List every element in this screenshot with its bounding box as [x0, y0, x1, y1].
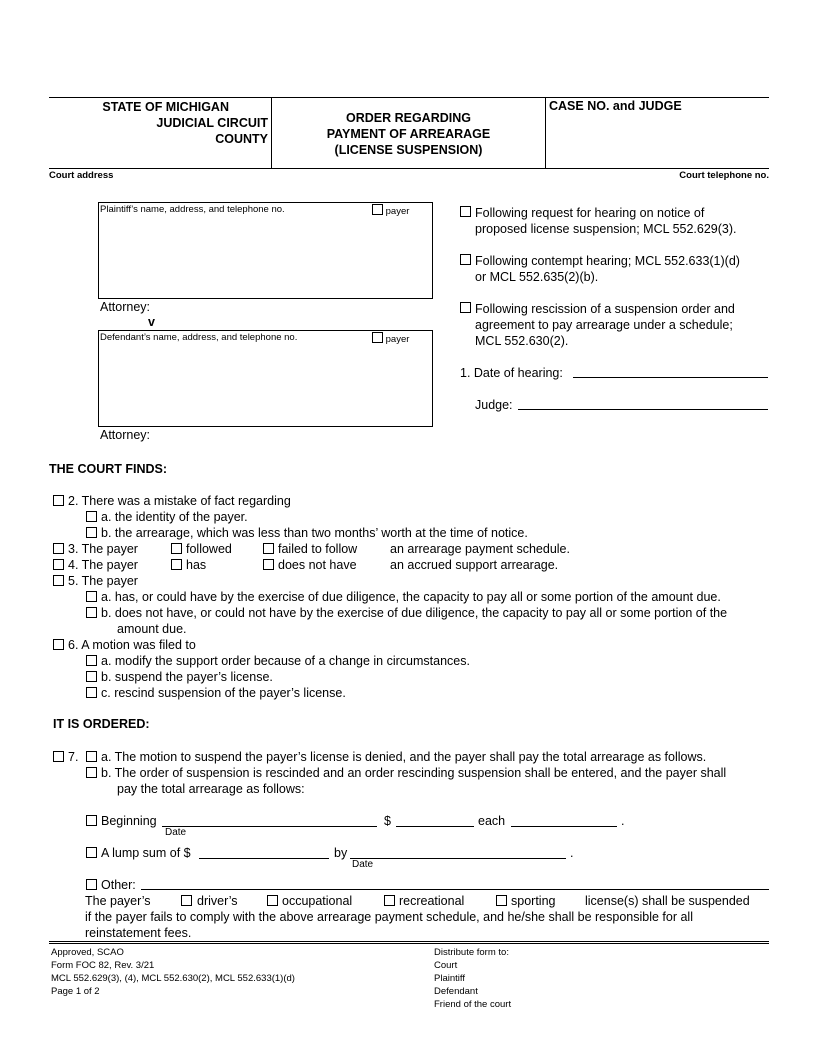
- finding-6a-checkbox[interactable]: [86, 655, 97, 666]
- recreational-license-label: recreational: [399, 894, 465, 908]
- by-label: by: [334, 846, 348, 860]
- finding-3-followed-checkbox[interactable]: [171, 543, 182, 554]
- footer-form-number: Form FOC 82, Rev. 3/21: [51, 960, 155, 971]
- option-2-line-1: Following contempt hearing; MCL 552.633(1)(d): [475, 254, 740, 268]
- lump-sum-date-field[interactable]: [350, 858, 566, 859]
- lump-sum-period: .: [570, 846, 574, 860]
- header-top-rule: [49, 97, 769, 98]
- sporting-license-label: sporting: [511, 894, 556, 908]
- lump-sum-label: A lump sum of $: [101, 846, 191, 860]
- license-para-line-3: reinstatement fees.: [85, 926, 192, 940]
- court-address-label: Court address: [49, 170, 114, 181]
- option-hearing-request-checkbox[interactable]: [460, 206, 471, 217]
- defendant-payer-checkbox[interactable]: [372, 332, 383, 343]
- each-label: each: [478, 814, 506, 828]
- title-line-2: PAYMENT OF ARREARAGE: [326, 127, 491, 141]
- finding-3-followed-label: followed: [186, 542, 232, 556]
- beginning-checkbox[interactable]: [86, 815, 97, 826]
- finding-2-text: 2. There was a mistake of fact regarding: [68, 494, 291, 508]
- option-1-line-1: Following request for hearing on notice of: [475, 206, 705, 220]
- circuit-label: JUDICIAL CIRCUIT: [156, 116, 268, 130]
- finding-6-checkbox[interactable]: [53, 639, 64, 650]
- finding-4-not-checkbox[interactable]: [263, 559, 274, 570]
- title-line-1: ORDER REGARDING: [345, 111, 471, 125]
- court-phone-label: Court telephone no.: [679, 170, 769, 181]
- case-no-label: CASE NO. and JUDGE: [549, 99, 682, 113]
- recreational-license-checkbox[interactable]: [384, 895, 395, 906]
- lump-sum-date-caption: Date: [352, 859, 374, 870]
- finding-6-text: 6. A motion was filed to: [68, 638, 196, 652]
- option-1-line-2: proposed license suspension; MCL 552.629(3).: [475, 222, 737, 236]
- option-2-line-2: or MCL 552.635(2)(b).: [475, 270, 599, 284]
- order-7a-checkbox[interactable]: [86, 751, 97, 762]
- footer-distribute-court: Court: [434, 960, 458, 971]
- license-para-line-2: if the payer fails to comply with the above arrearage payment schedule, and he/she shall be responsible for all: [85, 910, 693, 924]
- order-7a-text: a. The motion to suspend the payer’s license is denied, and the payer shall pay the total arrearage as follows.: [101, 750, 707, 764]
- finding-2b-text: b. the arrearage, which was less than two months’ worth at the time of notice.: [101, 526, 528, 540]
- state-name: STATE OF MICHIGAN: [102, 100, 229, 114]
- footer-distribute-friend: Friend of the court: [434, 999, 512, 1010]
- finding-3-checkbox[interactable]: [53, 543, 64, 554]
- judge-label: Judge:: [475, 398, 513, 412]
- order-7-number: 7.: [68, 750, 79, 764]
- other-field[interactable]: [141, 889, 769, 890]
- other-label: Other:: [101, 878, 136, 892]
- finding-3-failed-label: failed to follow: [278, 542, 358, 556]
- finding-6a-text: a. modify the support order because of a change in circumstances.: [101, 654, 470, 668]
- finding-5b-checkbox[interactable]: [86, 607, 97, 618]
- lump-sum-checkbox[interactable]: [86, 847, 97, 858]
- option-3-line-3: MCL 552.630(2).: [475, 334, 569, 348]
- finding-5a-text: a. has, or could have by the exercise of due diligence, the capacity to pay all or some portion of the amount due.: [101, 590, 721, 604]
- beginning-amount-field[interactable]: [396, 826, 474, 827]
- drivers-license-checkbox[interactable]: [181, 895, 192, 906]
- order-7b-checkbox[interactable]: [86, 767, 97, 778]
- drivers-license-label: driver’s: [197, 894, 238, 908]
- beginning-period: .: [621, 814, 625, 828]
- defendant-payer-label: payer: [385, 334, 410, 345]
- finding-3-end: an arrearage payment schedule.: [390, 542, 570, 556]
- finding-4-end: an accrued support arrearage.: [390, 558, 559, 572]
- ordered-heading: IT IS ORDERED:: [53, 717, 150, 731]
- county-label: COUNTY: [215, 132, 268, 146]
- order-7b-text: b. The order of suspension is rescinded and an order rescinding suspension shall be entered, and the payer shall: [101, 766, 727, 780]
- defendant-label: Defendant’s name, address, and telephone no.: [100, 332, 298, 343]
- finding-2a-text: a. the identity of the payer.: [101, 510, 248, 524]
- title-line-3: (LICENSE SUSPENSION): [334, 143, 483, 157]
- plaintiff-payer-checkbox[interactable]: [372, 204, 383, 215]
- license-suspended-text: license(s) shall be suspended: [585, 894, 750, 908]
- beginning-label: Beginning: [101, 814, 157, 828]
- footer-distribute: Distribute form to:: [434, 947, 509, 958]
- plaintiff-attorney-label: Attorney:: [100, 300, 151, 314]
- finding-2-checkbox[interactable]: [53, 495, 64, 506]
- footer-mcl: MCL 552.629(3), (4), MCL 552.630(2), MCL 552.633(1)(d): [51, 973, 295, 984]
- defendant-attorney-label: Attorney:: [100, 428, 151, 442]
- finding-6b-checkbox[interactable]: [86, 671, 97, 682]
- finding-4-not-label: does not have: [278, 558, 357, 572]
- finding-4-checkbox[interactable]: [53, 559, 64, 570]
- hearing-date-label: 1. Date of hearing:: [460, 366, 563, 380]
- option-3-line-2: agreement to pay arrearage under a schedule;: [475, 318, 733, 332]
- footer-rule: [49, 941, 769, 942]
- finding-5b-text: b. does not have, or could not have by the exercise of due diligence, the capacity to pay all or some portion of the: [101, 606, 728, 620]
- finding-6c-checkbox[interactable]: [86, 687, 97, 698]
- hearing-date-field[interactable]: [573, 377, 768, 378]
- footer-rule-2: [49, 943, 769, 944]
- finding-3-failed-checkbox[interactable]: [263, 543, 274, 554]
- beginning-date-field[interactable]: [162, 826, 377, 827]
- court-finds-heading: THE COURT FINDS:: [49, 462, 168, 476]
- finding-4-has-checkbox[interactable]: [171, 559, 182, 570]
- header-divider-2: [545, 97, 546, 168]
- finding-5-checkbox[interactable]: [53, 575, 64, 586]
- beginning-dollar-sign: $: [384, 814, 391, 828]
- order-7b-continued: pay the total arrearage as follows:: [117, 782, 305, 796]
- footer-distribute-plaintiff: Plaintiff: [434, 973, 465, 984]
- finding-4-has-label: has: [186, 558, 207, 572]
- option-contempt-hearing-checkbox[interactable]: [460, 254, 471, 265]
- plaintiff-payer-label: payer: [385, 206, 410, 217]
- finding-3-text: 3. The payer: [68, 542, 138, 556]
- footer-distribute-defendant: Defendant: [434, 986, 478, 997]
- footer-page: Page 1 of 2: [51, 986, 100, 997]
- occupational-license-label: occupational: [282, 894, 353, 908]
- finding-5a-checkbox[interactable]: [86, 591, 97, 602]
- sporting-license-checkbox[interactable]: [496, 895, 507, 906]
- finding-6b-text: b. suspend the payer’s license.: [101, 670, 273, 684]
- option-rescission-checkbox[interactable]: [460, 302, 471, 313]
- plaintiff-label: Plaintiff’s name, address, and telephone no.: [100, 204, 285, 215]
- footer-approved: Approved, SCAO: [51, 947, 124, 958]
- occupational-license-checkbox[interactable]: [267, 895, 278, 906]
- judge-field[interactable]: [518, 409, 768, 410]
- order-7-checkbox[interactable]: [53, 751, 64, 762]
- finding-5-text: 5. The payer: [68, 574, 138, 588]
- finding-5b-continued: amount due.: [117, 622, 187, 636]
- lump-sum-amount-field[interactable]: [199, 858, 329, 859]
- option-3-line-1: Following rescission of a suspension order and: [475, 302, 735, 316]
- versus-label: v: [148, 315, 155, 329]
- finding-2a-checkbox[interactable]: [86, 511, 97, 522]
- finding-4-text: 4. The payer: [68, 558, 138, 572]
- finding-2b-checkbox[interactable]: [86, 527, 97, 538]
- license-intro: The payer’s: [85, 894, 151, 908]
- each-period-field[interactable]: [511, 826, 617, 827]
- header-bottom-rule: [49, 168, 769, 169]
- finding-6c-text: c. rescind suspension of the payer’s license.: [101, 686, 346, 700]
- other-checkbox[interactable]: [86, 879, 97, 890]
- beginning-date-caption: Date: [165, 827, 187, 838]
